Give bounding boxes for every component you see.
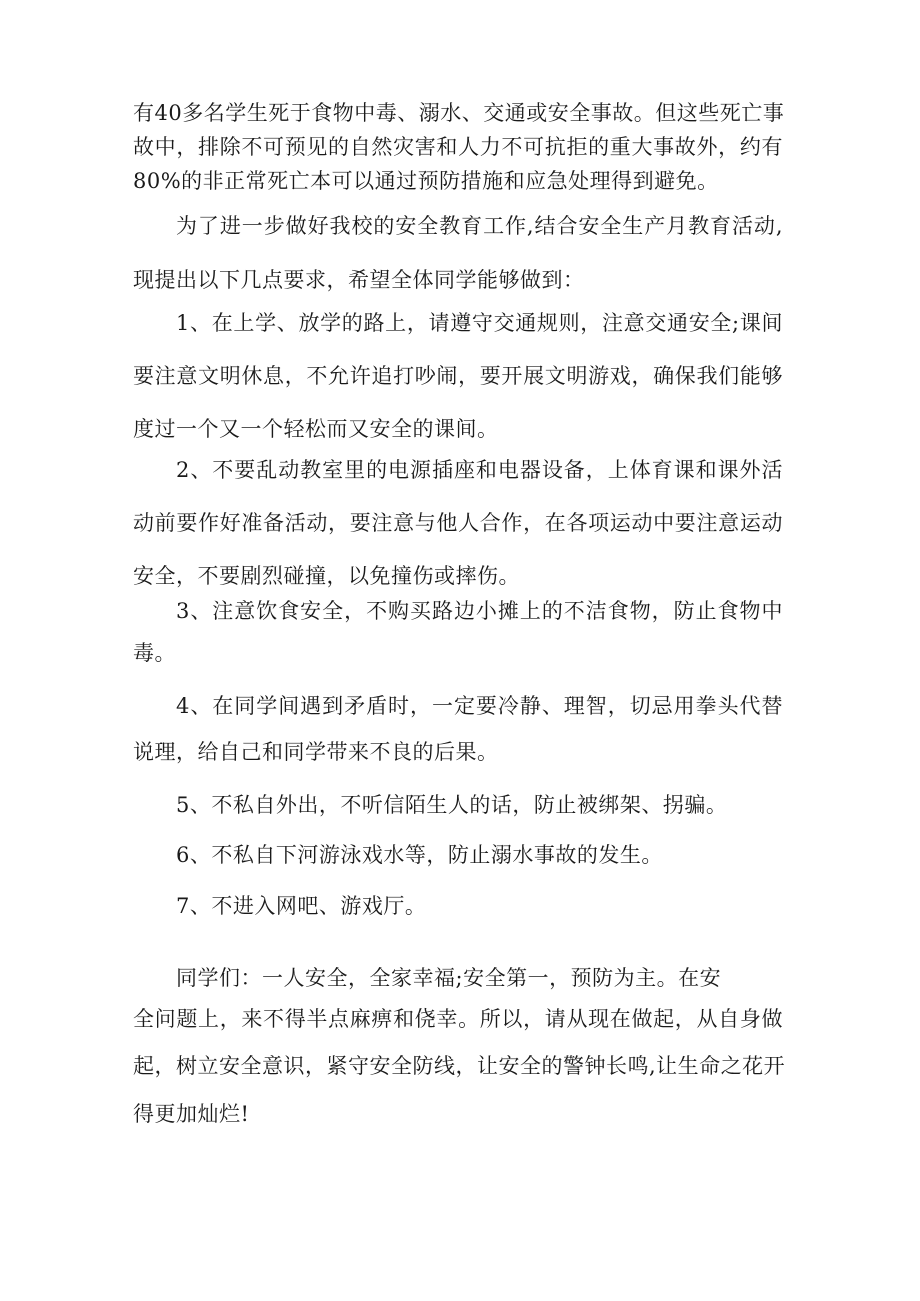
text-line: 毒。 — [133, 641, 176, 665]
text-line: 说理，给自己和同学带来不良的后果。 — [133, 740, 499, 764]
text-line: 5、不私自外出，不听信陌生人的话，防止被绑架、拐骗。 — [176, 793, 728, 817]
text-line: 7、不进入网吧、游戏厅。 — [176, 894, 427, 918]
text-line: 动前要作好准备活动，要注意与他人合作，在各项运动中要注意运动 — [133, 511, 783, 535]
text-line: 要注意文明休息，不允许追打吵闹，要开展文明游戏，确保我们能够 — [133, 364, 783, 388]
text-line: 现提出以下几点要求，希望全体同学能够做到： — [133, 268, 585, 292]
text-line: 度过一个又一个轻松而又安全的课间。 — [133, 417, 499, 441]
paragraph-item-2 — [133, 444, 783, 603]
text-line: 安全，不要剧烈碰撞，以免撞伤或摔伤。 — [133, 564, 520, 588]
paragraph-intro — [133, 199, 783, 307]
paragraph-item-7 — [133, 886, 783, 926]
paragraph-item-1 — [133, 297, 783, 456]
text-line: 3、注意饮食安全，不购买路边小摊上的不洁食物，防止食物中 — [176, 599, 783, 623]
text-line: 2、不要乱动教室里的电源插座和电器设备，上体育课和课外活 — [176, 458, 783, 482]
text-line: 为了进一步做好我校的安全教育工作,结合安全生产月教育活动, — [176, 214, 783, 238]
text-line: 起，树立安全意识，紧守安全防线，让安全的警钟长鸣,让生命之花开 — [133, 1054, 786, 1078]
paragraph-item-6 — [133, 835, 783, 875]
paragraph-item-4 — [133, 683, 783, 775]
text-line: 有40多名学生死于食物中毒、溺水、交通或安全事故。但这些死亡事 — [133, 101, 785, 125]
text-line: 1、在上学、放学的路上，请遵守交通规则，注意交通安全;课间 — [176, 311, 783, 335]
paragraph-item-3 — [133, 590, 783, 674]
paragraph-statistics — [133, 96, 783, 198]
paragraph-closing — [133, 958, 786, 1135]
text-line: 6、不私自下河游泳戏水等，防止溺水事故的发生。 — [176, 843, 663, 867]
paragraph-item-5 — [133, 785, 783, 825]
text-line: 得更加灿烂! — [133, 1102, 250, 1126]
text-line: 故中，排除不可预见的自然灾害和人力不可抗拒的重大事故外，约有 — [133, 135, 783, 159]
text-line: 全问题上，来不得半点麻痹和侥幸。所以，请从现在做起，从自身做 — [133, 1007, 783, 1031]
text-line: 同学们：一人安全，全家幸福;安全第一，预防为主。在安 — [176, 966, 722, 990]
text-line: 80%的非正常死亡本可以通过预防措施和应急处理得到避免。 — [133, 169, 719, 193]
text-line: 4、在同学间遇到矛盾时，一定要冷静、理智，切忌用拳头代替 — [176, 694, 783, 718]
